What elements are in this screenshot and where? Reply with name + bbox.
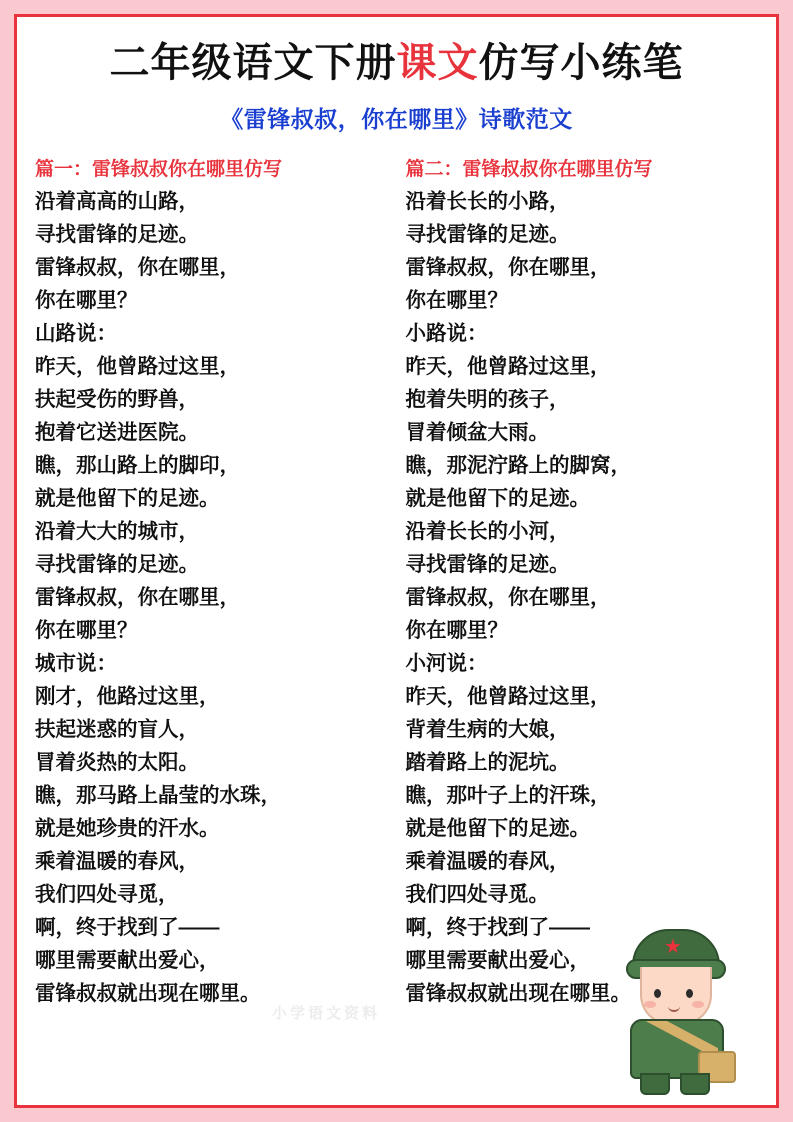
poem-line: 扶起受伤的野兽，: [35, 388, 199, 411]
poem-column-2: [406, 154, 759, 1010]
soldier-leg-right: [680, 1073, 710, 1095]
poem-line: 小河说：: [405, 652, 488, 675]
poem-line: 昨天，他曾路过这里，: [35, 355, 240, 378]
poem-line: 雷锋叔叔，你在哪里，: [405, 256, 611, 279]
poem-columns: [35, 154, 758, 1010]
poem-line: 冒着倾盆大雨。: [405, 421, 549, 444]
poem-line: 雷锋叔叔，你在哪里，: [35, 256, 240, 279]
column-2-heading: 篇二：雷锋叔叔你在哪里仿写: [405, 159, 653, 180]
poem-line: 就是他留下的足迹。: [405, 817, 590, 840]
poem-line: 哪里需要献出爱心，: [35, 949, 220, 972]
poem-line: 城市说：: [35, 652, 117, 675]
poem-line: 雷锋叔叔就出现在哪里。: [35, 982, 261, 1005]
soldier-eye-left: [654, 989, 661, 998]
title-segment-2: 仿写小练笔: [478, 41, 684, 85]
poem-line: 哪里需要献出爱心，: [405, 949, 590, 972]
poem-line: 瞧，那山路上的脚印，: [35, 454, 240, 477]
poem-line: 瞧，那叶子上的汗珠，: [405, 784, 611, 807]
poem-line: 我们四处寻觅。: [405, 883, 549, 906]
soldier-eye-right: [686, 989, 693, 998]
poem-line: 就是他留下的足迹。: [35, 487, 220, 510]
poem-line: 寻找雷锋的足迹。: [35, 553, 199, 576]
poem-line: 乘着温暖的春风，: [405, 850, 570, 873]
poem-line: 你在哪里？: [35, 289, 138, 312]
poem-line: 寻找雷锋的足迹。: [405, 553, 570, 576]
poem-line: 啊，终于找到了——: [405, 916, 590, 939]
title-segment-1: 二年级语文下册: [109, 41, 397, 85]
title-block: [35, 41, 758, 134]
poem-line: 乘着温暖的春风，: [35, 850, 199, 873]
poem-line: 瞧，那泥泞路上的脚窝，: [405, 454, 631, 477]
poem-line: 寻找雷锋的足迹。: [405, 223, 570, 246]
page-content-frame: [14, 14, 779, 1108]
poem-line: 扶起迷惑的盲人，: [35, 718, 199, 741]
title-segment-highlight: 课文: [396, 41, 479, 85]
poem-line: 就是他留下的足迹。: [405, 487, 590, 510]
poem-line: 冒着炎热的太阳。: [35, 751, 199, 774]
soldier-cheek-right: [692, 1001, 704, 1008]
poem-line: 我们四处寻觅，: [35, 883, 179, 906]
poem-line: 小路说：: [405, 322, 488, 345]
poem-line: 啊，终于找到了——: [35, 916, 220, 939]
poem-line: 踏着路上的泥坑。: [405, 751, 570, 774]
poem-line: 雷锋叔叔，你在哪里，: [405, 586, 611, 609]
poem-line: 沿着大大的城市，: [35, 520, 199, 543]
poem-line: 寻找雷锋的足迹。: [35, 223, 199, 246]
poem-column-1: [35, 154, 388, 1010]
poem-line: 你在哪里？: [405, 289, 508, 312]
soldier-face: [640, 967, 712, 1025]
poem-line: 背着生病的大娘，: [405, 718, 570, 741]
poem-line: 山路说：: [35, 322, 117, 345]
soldier-illustration: [602, 923, 752, 1093]
column-1-heading: 篇一：雷锋叔叔你在哪里仿写: [35, 159, 283, 180]
soldier-leg-left: [640, 1073, 670, 1095]
page-title: [35, 41, 758, 85]
poem-line: 就是她珍贵的汗水。: [35, 817, 220, 840]
poem-line: 昨天，他曾路过这里，: [405, 685, 611, 708]
poem-line: 雷锋叔叔，你在哪里，: [35, 586, 240, 609]
soldier-cheek-left: [644, 1001, 656, 1008]
poem-line: 雷锋叔叔就出现在哪里。: [405, 982, 631, 1005]
poem-line: 你在哪里？: [35, 619, 138, 642]
poem-line: 沿着长长的小河，: [405, 520, 570, 543]
poem-line: 你在哪里？: [405, 619, 508, 642]
poem-line: 沿着高高的山路，: [35, 190, 199, 213]
poem-line: 刚才，他路过这里，: [35, 685, 220, 708]
poem-line: 抱着它送进医院。: [35, 421, 199, 444]
poem-line: 瞧，那马路上晶莹的水珠，: [35, 784, 281, 807]
poem-line: 沿着长长的小路，: [405, 190, 570, 213]
poem-line: 昨天，他曾路过这里，: [405, 355, 611, 378]
watermark-text: 小学语文资料: [272, 1005, 381, 1022]
poem-line: 抱着失明的孩子，: [405, 388, 570, 411]
page-subtitle: 《雷锋叔叔，你在哪里》诗歌范文: [220, 106, 573, 132]
